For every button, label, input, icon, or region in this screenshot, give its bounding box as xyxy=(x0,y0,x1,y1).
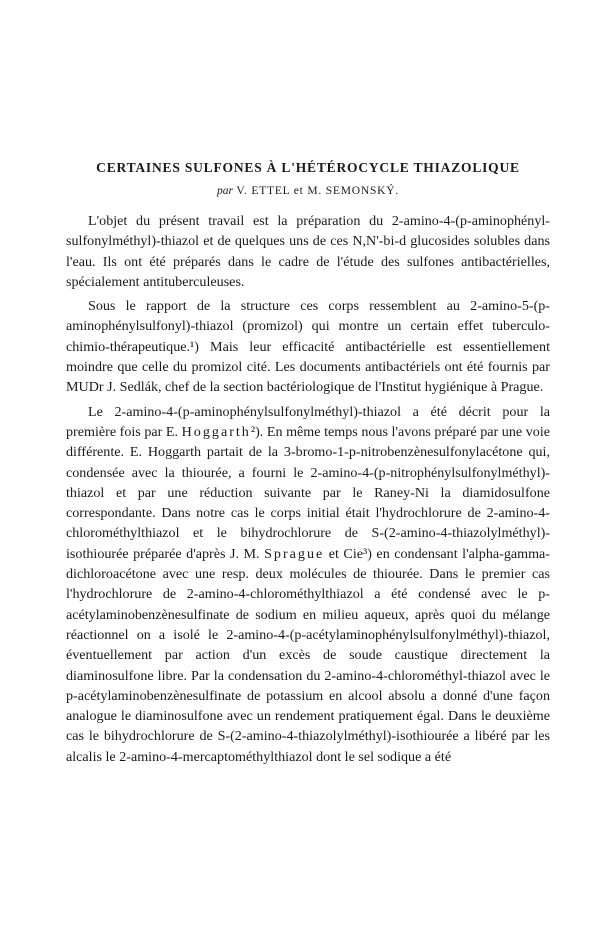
article-authors xyxy=(66,185,550,197)
authors-prefix: par xyxy=(216,185,233,197)
paragraph-1: L'objet du présent travail est la préparation du 2-amino-4-(p-aminophényl-sulfonylméthyl)-thiazol et de quelques uns de ces N,N'-bi-d glucosides solubles dans l'eau. Ils ont été préparés dans le cadre de l'étude des sulfones antibactérielles, spécialement antituberculeuses. xyxy=(66,213,550,290)
paragraph-3-part-2: ²). En même temps nous l'avons préparé par une voie différente. E. Hoggarth partait de la 3-bromo-1-p-nitrobenzènesulfonylacétone qui, condensée avec la thiourée, a fourni le 2-amino-4-(p-nitrophénylsulfonylméthyl)-thiazol et par une réduction suivante par le Raney-Ni la diamidosulfone correspondante. Dans notre cas le corps initial était l'hydrochlorure de 2-amino-4-chlorométhylthiazol et le bihydrochlorure de S-(2-amino-4-thiazolylméthyl)-isothiourée préparée d'après J. M. xyxy=(66,423,550,562)
author-name-sprague: Sprague xyxy=(264,545,325,562)
author-name-hoggarth: Hoggarth xyxy=(181,423,251,440)
paragraph-3-part-3: et Cie³) en condensant l'alpha-gamma-dichloroacétone avec une resp. deux molécules de thiourée. Dans le premier cas l'hydrochlorure de 2-amino-4-chlorométhylthiazol a été condensé avec le p-acétylaminobenzènesulfinate de sodium en milieu aqueux, après quoi du mélange réactionnel on a isolé le 2-amino-4-(p-acétylaminophénylsulfonylméthyl)-thiazol, éventuellement par action d'un excès de soude caustique directement la diaminosulfone libre. Par la condensation du 2-amino-4-chlorométhyl-thiazol avec le p-acétylaminobenzènesulfinate de potassium en alcool absolu a donné d'une façon analogue le diaminosulfone avec un rendement pratiquement égal. Dans le deuxième cas le bihydrochlorure de S-(2-amino-4-thiazolylméthyl)-isothiourée a libéré par les alcalis le 2-amino-4-mercaptométhylthiazol dont le sel sodique a été xyxy=(66,545,550,765)
paragraph-3 xyxy=(66,402,550,767)
paragraph-3-part-1: Le 2-amino-4-(p-aminophénylsulfonylméthyl)-thiazol a été décrit pour la première fois par E. xyxy=(66,403,550,440)
document-page xyxy=(66,160,550,771)
authors-names: V. ETTEL et M. SEMONSKÝ. xyxy=(236,185,400,197)
paragraph-2: Sous le rapport de la structure ces corps ressemblent au 2-amino-5-(p-aminophénylsulfonyl)-thiazol (promizol) qui montre un certain effet tuberculo-chimio-thérapeutique.¹) Mais leur efficacité antibactérielle est essentiellement moindre que celle du promizol cité. Les documents antibactériels ont été fournis par MUDr J. Sedlák, chef de la section bactériologique de l'Institut hygiénique à Prague. xyxy=(66,298,550,396)
article-title: CERTAINES SULFONES À L'HÉTÉROCYCLE THIAZOLIQUE xyxy=(96,160,520,175)
